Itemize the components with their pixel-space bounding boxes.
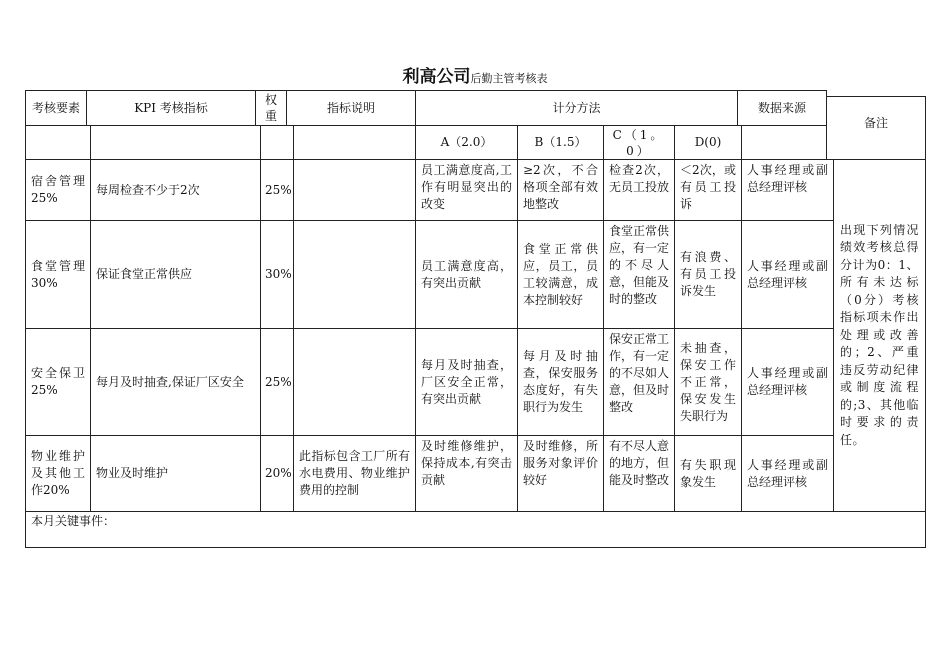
grade-a-header: A（2.0） bbox=[415, 125, 518, 160]
row-grade-d: 有失职现象发生 bbox=[674, 435, 742, 512]
row-kpi: 每周检查不少于2次 bbox=[90, 159, 261, 221]
grade-b-header: B（1.5） bbox=[517, 125, 604, 160]
header-note: 备注 bbox=[826, 96, 926, 151]
header-weight: 权重 bbox=[255, 90, 287, 126]
subheader-blank-item bbox=[25, 125, 91, 160]
row-grade-d: 有浪费、有员工投诉发生 bbox=[674, 220, 742, 329]
row-desc bbox=[293, 220, 416, 329]
header-source: 数据来源 bbox=[737, 90, 827, 126]
row-kpi: 保证食堂正常供应 bbox=[90, 220, 261, 329]
row-desc: 此指标包含工厂所有水电费用、物业维护费用的控制 bbox=[293, 435, 416, 512]
row-weight: 30% bbox=[260, 220, 294, 329]
row-item: 安全保卫25% bbox=[25, 328, 91, 436]
grade-c-header: C（1。0） bbox=[603, 125, 675, 160]
row-grade-a: 员工满意度高,工作有明显突出的改变 bbox=[415, 159, 518, 221]
row-grade-a: 及时维修维护，保持成本,有突击贡献 bbox=[415, 435, 518, 512]
row-weight: 25% bbox=[260, 328, 294, 436]
monthly-key-events: 本月关键事件： bbox=[25, 511, 926, 548]
row-source: 人事经理或副总经理评核 bbox=[741, 220, 834, 329]
subheader-blank-source bbox=[741, 125, 827, 160]
header-item: 考核要素 bbox=[25, 90, 87, 126]
row-grade-a: 每月及时抽查，厂区安全正常，有突出贡献 bbox=[415, 328, 518, 436]
remarks-cell: 出现下列情况绩效考核总得分计为0：1、所有未达标（0分）考核指标项未作出处理或改善的；2、严重违反劳动纪律或制度流程的;3、其他临时要求的责任。 bbox=[833, 159, 926, 512]
row-desc bbox=[293, 328, 416, 436]
row-item: 物业维护及其他工作20% bbox=[25, 435, 91, 512]
row-grade-b: ≥2次，不合格项全部有效地整改 bbox=[517, 159, 604, 221]
row-grade-b: 食堂正常供应，员工，员工较满意，成本控制较好 bbox=[517, 220, 604, 329]
row-grade-b: 及时维修，所服务对象评价较好 bbox=[517, 435, 604, 512]
row-grade-b: 每月及时抽查，保安服务态度好，有失职行为发生 bbox=[517, 328, 604, 436]
grade-d-header: D(0) bbox=[674, 125, 742, 160]
header-method: 计分方法 bbox=[415, 90, 738, 126]
row-grade-d: 未抽查，保安工作不正常，保安发生失职行为 bbox=[674, 328, 742, 436]
subheader-blank-kpi bbox=[90, 125, 261, 160]
row-weight: 25% bbox=[260, 159, 294, 221]
row-desc bbox=[293, 159, 416, 221]
row-grade-a: 员工满意度高，有突出贡献 bbox=[415, 220, 518, 329]
row-source: 人事经理或副总经理评核 bbox=[741, 435, 834, 512]
row-item: 宿舍管理25% bbox=[25, 159, 91, 221]
form-name: 后勤主管考核表 bbox=[470, 72, 548, 85]
row-grade-c: 有不尽人意的地方，但能及时整改 bbox=[603, 435, 675, 512]
row-grade-c: 检查2次，无员工投放 bbox=[603, 159, 675, 221]
row-grade-c: 食堂正常供应，有一定的不尽人意，但能及时的整改 bbox=[603, 220, 675, 329]
row-source: 人事经理或副总经理评核 bbox=[741, 328, 834, 436]
row-source: 人事经理或副总经理评核 bbox=[741, 159, 834, 221]
subheader-blank-weight bbox=[260, 125, 294, 160]
company-name: 利高公司 bbox=[402, 67, 471, 87]
row-item: 食堂管理30% bbox=[25, 220, 91, 329]
row-grade-d: ＜2次，或有员工投诉 bbox=[674, 159, 742, 221]
row-kpi: 物业及时维护 bbox=[90, 435, 261, 512]
row-weight: 20% bbox=[260, 435, 294, 512]
row-kpi: 每月及时抽查,保证厂区安全 bbox=[90, 328, 261, 436]
subheader-blank-desc bbox=[293, 125, 416, 160]
row-grade-c: 保安正常工作，有一定的不尽如人意，但及时整改 bbox=[603, 328, 675, 436]
header-kpi: KPI 考核指标 bbox=[86, 90, 256, 126]
header-desc: 指标说明 bbox=[286, 90, 416, 126]
page-title bbox=[0, 62, 950, 87]
